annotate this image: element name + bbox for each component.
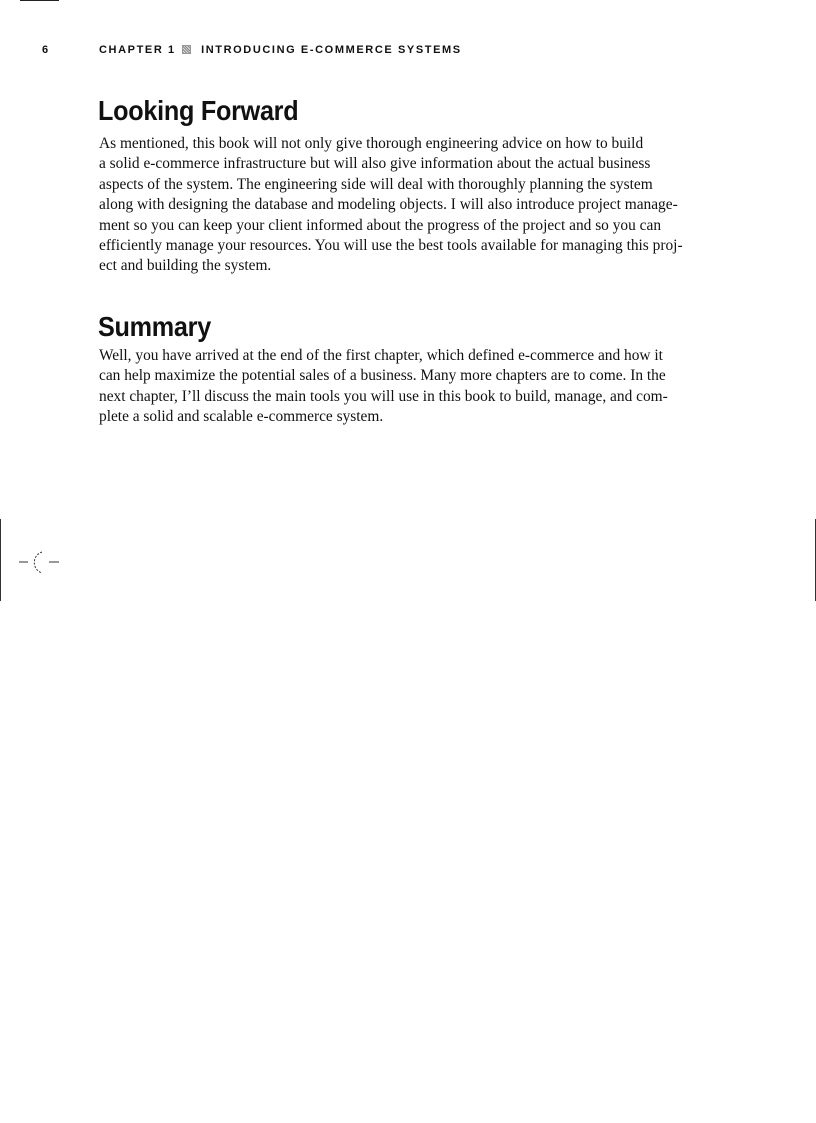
text-line: ment so you can keep your client informed about the progress of the project and so you can <box>99 216 662 234</box>
running-head <box>99 44 462 56</box>
text-line: plete a solid and scalable e-commerce system. <box>99 408 384 426</box>
page-number: 6 <box>42 44 49 56</box>
separator-icon <box>182 45 191 54</box>
text-line: As mentioned, this book will not only give thorough engineering advice on how to build <box>99 135 644 152</box>
text-line: Well, you have arrived at the end of the first chapter, which defined e-commerce and how it <box>99 347 663 364</box>
text-line: ect and building the system. <box>99 257 272 275</box>
paragraph-looking-forward <box>99 134 739 277</box>
text-line: efficiently manage your resources. You will use the best tools available for managing this proj- <box>99 237 683 255</box>
crop-mark-left <box>0 519 1 601</box>
paragraph-summary <box>99 346 739 428</box>
text-line: next chapter, I’ll discuss the main tools you will use in this book to build, manage, and com- <box>99 387 668 405</box>
crop-mark-top <box>20 0 59 1</box>
text-line: aspects of the system. The engineering side will deal with thoroughly planning the system <box>99 175 653 193</box>
section-heading-summary: Summary <box>98 311 211 342</box>
chapter-title: INTRODUCING E-COMMERCE SYSTEMS <box>201 44 462 56</box>
registration-mark-icon <box>19 550 61 576</box>
text-line: can help maximize the potential sales of a business. Many more chapters are to come. In the <box>99 367 666 385</box>
text-line: along with designing the database and modeling objects. I will also introduce project manage- <box>99 196 678 214</box>
section-heading-looking-forward: Looking Forward <box>98 95 299 126</box>
text-line: a solid e-commerce infrastructure but will also give information about the actual business <box>99 155 651 173</box>
chapter-label: CHAPTER 1 <box>99 44 176 56</box>
